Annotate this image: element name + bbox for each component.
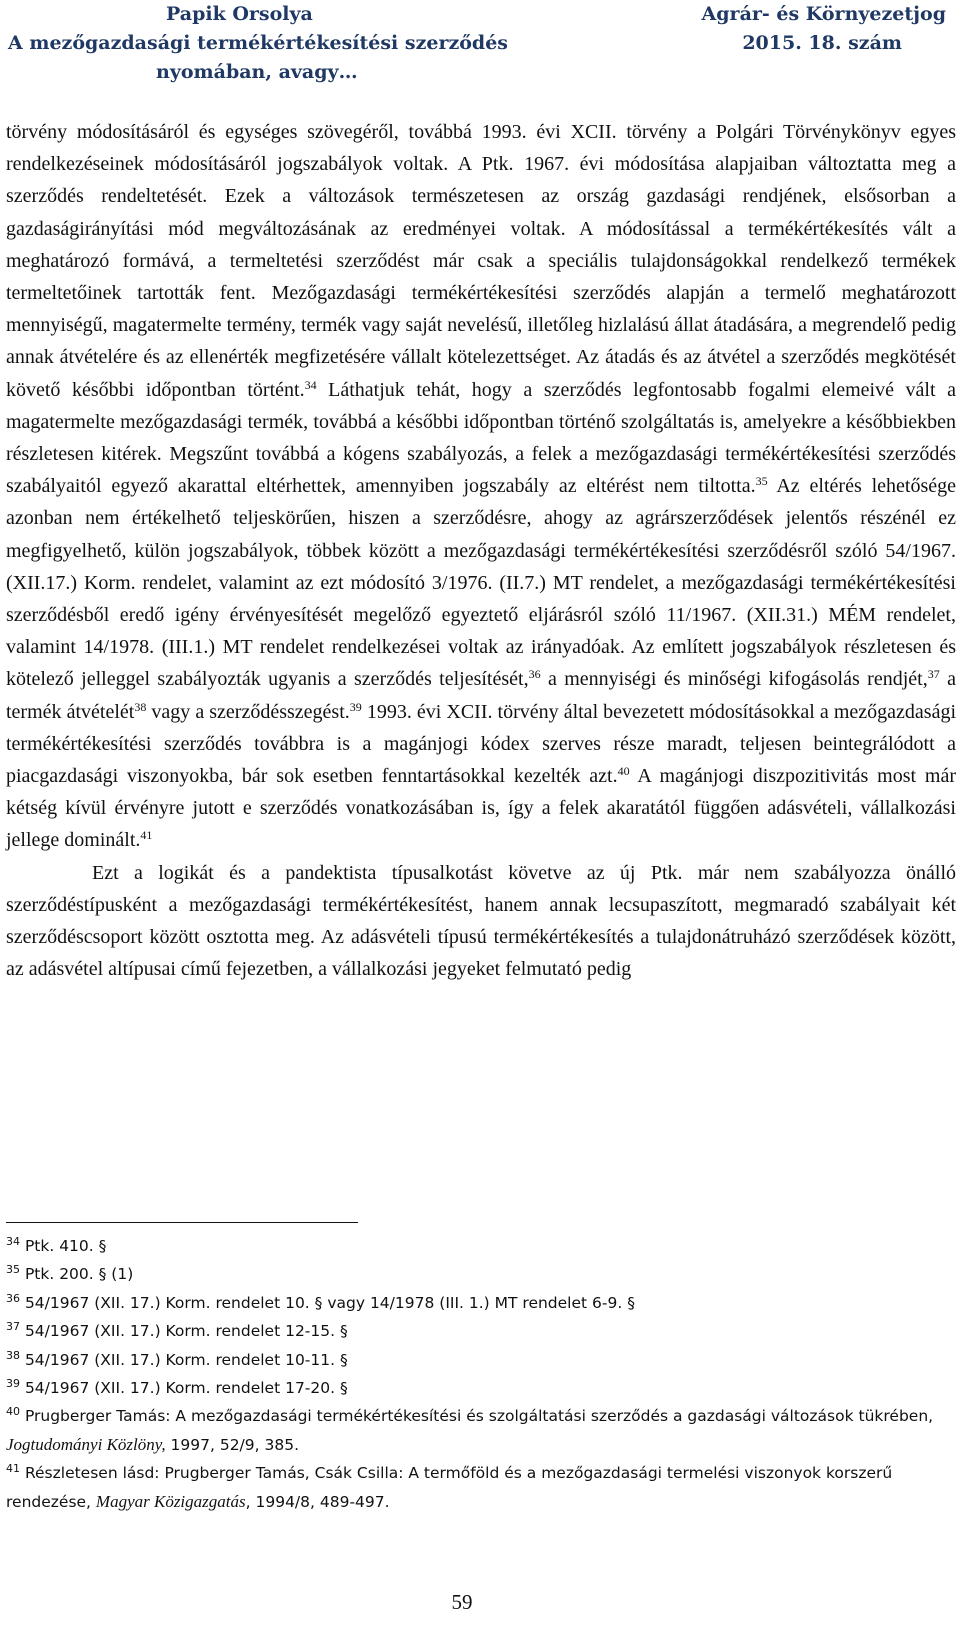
paragraph-text: Az eltérés lehetősége azonban nem értékelhető teljeskörűen, hiszen a szerződésre, ahogy az agrárszerződések jelentős részénél ez megfigyelhető, külön jogszabályok, többek között a mezőgazdasági termékértékesítési szerződésről szóló 54/1967. (XII.17.) Korm. rendelet, valamint az ezt módosító 3/1976. (II.7.) MT rendelet, a mezőgazdasági termékértékesítési szerződésből eredő igény érvényesítését megelőző egyeztető eljárásról szóló 11/1967. (XII.31.) MÉM rendelet, valamint 14/1978. (III.1.) MT rendelet rendelkezései voltak az irányadóak. Az említett jogszabályok részletesen és kötelező jelleggel szabályozták ugyanis a szerződés teljesítését,	[6, 475, 956, 691]
footnote-number: 36	[6, 1291, 20, 1305]
footnote-text: Ptk. 200. § (1)	[24, 1265, 134, 1284]
footnote-text: 1997, 52/9, 385.	[165, 1435, 300, 1454]
journal-title: Jogtudományi Közlöny,	[6, 1434, 166, 1454]
footnote-37	[6, 1317, 956, 1345]
paragraph-text: a mennyiségi és minőségi kifogásolás rendjét,	[540, 668, 928, 691]
footnote-number: 41	[6, 1462, 20, 1476]
footnote-text: Ptk. 410. §	[24, 1237, 107, 1255]
footnote-39	[6, 1374, 956, 1402]
footnote-text: Prugberger Tamás: A mezőgazdasági termékértékesítési és szolgáltatási szerződés a gazdasági változások tükrében,	[24, 1407, 934, 1426]
paragraph-text: a termék átvételét	[6, 668, 956, 723]
footnote-number: 40	[6, 1405, 20, 1419]
paragraph-text: vagy a szerződésszegést.	[146, 700, 350, 723]
footnote-separator	[6, 1222, 358, 1223]
header-issue: 2015. 18. szám	[742, 32, 902, 54]
journal-title: Magyar Közigazgatás	[95, 1491, 246, 1511]
footnote-ref-40[interactable]: 40	[617, 764, 630, 779]
footnote-text: 54/1967 (XII. 17.) Korm. rendelet 17-20. §	[24, 1379, 348, 1398]
footnote-40	[6, 1402, 956, 1459]
header-author: Papik Orsolya	[166, 3, 313, 25]
footnote-number: 38	[6, 1348, 20, 1362]
header-left	[8, 0, 508, 87]
running-header	[0, 0, 960, 86]
footnote-text: 54/1967 (XII. 17.) Korm. rendelet 10. § vagy 14/1978 (III. 1.) MT rendelet 6-9. §	[24, 1293, 635, 1312]
paragraph-text: törvény módosításáról és egységes szövegéről, továbbá 1993. évi XCII. törvény a Polgári Törvénykönyv egyes rendelkezéseinek módosításáról jogszabályok voltak. A Ptk. 1967. évi módosítása alapjaiban változtatta meg a szerződés rendeltetését. Ezek a változások természetesen az ország gazdasági rendjének, elsősorban a gazdaságirányítási mód megváltozásának az eredményei voltak. A módosítással a termékértékesítés vált a meghatározó formává, a termeltetési szerződést már csak a speciális tulajdonságokkal rendelkező termékek termeltetőinek tartották fent. Mezőgazdasági termékértékesítési szerződés alapján a termelő meghatározott mennyiségű, magatermelte termény, termék vagy saját nevelésű, illetőleg hizlalású állat átadására, a megrendelő pedig annak átvételére és az ellenérték megfizetésére vállalt kötelezettséget. Az átadás és az átvétel a szerződés megkötését követő későbbi időpontban történt.	[6, 121, 956, 401]
paragraph-text: A magánjogi diszpozitivitás most már kétség kívül érvényre jutott e szerződés vonatkozásában is, így a felek akaratától függően adásvételi, vállalkozási jellege dominált.	[6, 765, 956, 852]
header-journal: Agrár- és Környezetjog	[701, 3, 946, 25]
footnote-text: Részletesen lásd: Prugberger Tamás, Csák Csilla: A termőföld és a mezőgazdasági termelési viszonyok korszerű rendezése,	[6, 1464, 893, 1511]
body-text	[6, 116, 956, 985]
footnote-text: , 1994/8, 489-497.	[245, 1492, 390, 1511]
footnotes	[6, 1232, 956, 1516]
footnote-38	[6, 1346, 956, 1374]
footnote-ref-34[interactable]: 34	[304, 377, 317, 392]
footnote-41	[6, 1459, 956, 1516]
footnote-text: 54/1967 (XII. 17.) Korm. rendelet 10-11. §	[24, 1350, 348, 1369]
page-number: 59	[451, 1590, 473, 1614]
footnote-ref-36[interactable]: 36	[528, 667, 541, 682]
paragraph-2: Ezt a logikát és a pandektista típusalkotást követve az új Ptk. már nem szabályozza önálló szerződéstípusként a mezőgazdasági termékértékesítést, hanem annak lecsupaszított, megmaradó szabályait két szerződéscsoport között osztotta meg. Az adásvételi típusú termékértékesítés a tulajdonátruházó szerződések között, az adásvétel altípusai című fejezetben, a vállalkozási jegyeket felmutató pedig	[6, 861, 956, 981]
footnote-text: 54/1967 (XII. 17.) Korm. rendelet 12-15. §	[24, 1322, 348, 1341]
footnote-number: 37	[6, 1320, 20, 1334]
paragraph-text: Láthatjuk tehát, hogy a szerződés legfontosabb fogalmi elemeivé vált a magatermelte mezőgazdasági termék, továbbá a későbbi időpontban történő szolgáltatás is, amelyekre a későbbiekben részletesen kitérek. Megszűnt továbbá a kógens szabályozás, a felek a mezőgazdasági termékértékesítési szerződés szabályaitól egyező akarattal eltérhettek, amennyiben jogszabály az eltérést nem tiltotta.	[6, 378, 956, 498]
header-right	[702, 0, 946, 58]
header-title-line2: nyomában, avagy…	[156, 61, 358, 83]
paragraph-1	[6, 116, 956, 857]
paragraph-text: 1993. évi XCII. törvény által bevezetett módosításokkal a mezőgazdasági termékértékesítési szerződés továbbra is a magánjogi kódex szerves része maradt, teljesen beintegrálódott a piacgazdasági viszonyokba, bár sok esetben fenntartásokkal kezelték azt.	[6, 700, 956, 788]
footnote-36	[6, 1289, 956, 1317]
footnote-number: 39	[6, 1377, 20, 1391]
footnote-ref-35[interactable]: 35	[755, 474, 768, 489]
footnote-number: 35	[6, 1263, 20, 1277]
footnote-34	[6, 1232, 956, 1260]
footnote-ref-41[interactable]: 41	[140, 828, 153, 843]
footnote-ref-39[interactable]: 39	[349, 699, 362, 714]
footnote-ref-37[interactable]: 37	[927, 667, 940, 682]
footnote-35	[6, 1260, 956, 1288]
footnote-number: 34	[6, 1235, 20, 1248]
footnote-ref-38[interactable]: 38	[134, 699, 147, 714]
header-title-line1: A mezőgazdasági termékértékesítési szerződés	[8, 32, 508, 54]
